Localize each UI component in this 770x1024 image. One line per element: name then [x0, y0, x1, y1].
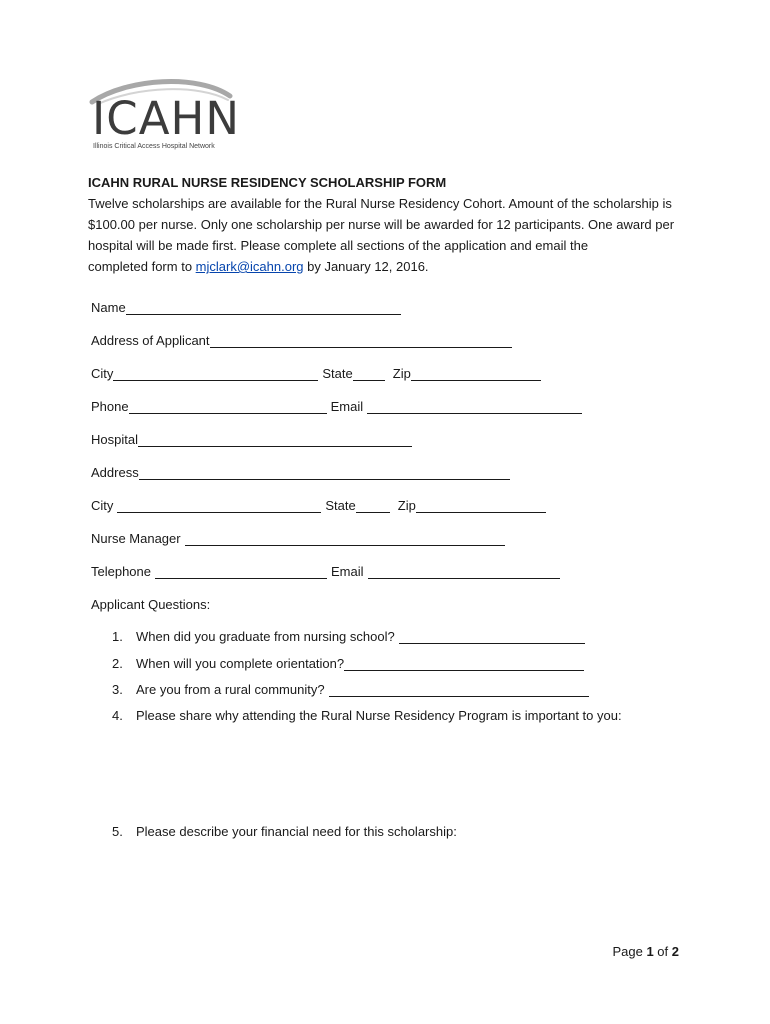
city-label: City	[91, 366, 114, 381]
intro-line	[88, 256, 678, 277]
question-item	[112, 705, 622, 723]
telephone-email-row	[91, 561, 560, 579]
address-applicant-label: Address of Applicant	[91, 333, 210, 348]
question-item	[112, 653, 584, 671]
intro-paragraph	[88, 193, 678, 277]
city-field[interactable]	[113, 367, 318, 381]
zip-label: Zip	[397, 498, 416, 513]
name-field[interactable]	[126, 301, 401, 315]
email-field[interactable]	[367, 400, 582, 414]
zip-field-2[interactable]	[416, 499, 546, 513]
form-title: ICAHN RURAL NURSE RESIDENCY SCHOLARSHIP FORM	[88, 175, 447, 190]
state-label: State	[325, 498, 356, 513]
state-field-2[interactable]	[356, 499, 390, 513]
intro-suffix: by January 12, 2016.	[303, 259, 429, 274]
logo-wordmark: ICAHN	[92, 92, 240, 145]
nurse-manager-label: Nurse Manager	[91, 531, 181, 546]
address-applicant-field[interactable]	[210, 334, 512, 348]
question-number: 5.	[112, 824, 123, 839]
telephone-field[interactable]	[155, 565, 327, 579]
page-number	[612, 944, 679, 959]
page-word: Page	[612, 944, 643, 959]
answer-field[interactable]	[344, 657, 584, 671]
city-label: City	[91, 498, 114, 513]
state-label: State	[322, 366, 353, 381]
question-text: Please describe your financial need for this scholarship:	[136, 824, 457, 839]
phone-field[interactable]	[129, 400, 327, 414]
answer-field[interactable]	[329, 683, 589, 697]
question-text: When will you complete orientation?	[136, 656, 345, 671]
hospital-label: Hospital	[91, 432, 138, 447]
questions-heading: Applicant Questions:	[91, 597, 211, 612]
zip-field[interactable]	[411, 367, 541, 381]
intro-line: hospital will be made first. Please complete all sections of the application and email the	[88, 238, 589, 253]
of-word: of	[657, 944, 669, 959]
current-page: 1	[646, 944, 654, 959]
answer-area-5[interactable]	[136, 843, 656, 933]
question-number: 3.	[112, 682, 123, 697]
email-link[interactable]: mjclark@icahn.org	[195, 259, 304, 274]
intro-line: Twelve scholarships are available for the Rural Nurse Residency Cohort. Amount of the scholarship is	[88, 196, 672, 211]
address-applicant-row	[91, 330, 512, 348]
phone-email-row	[91, 396, 582, 414]
question-text: Are you from a rural community?	[136, 682, 325, 697]
question-text: When did you graduate from nursing school?	[136, 629, 395, 644]
answer-field[interactable]	[399, 630, 585, 644]
city-field-2[interactable]	[117, 499, 321, 513]
icahn-logo	[88, 76, 238, 156]
name-label: Name	[91, 300, 126, 315]
question-text: Please share why attending the Rural Nurse Residency Program is important to you:	[136, 708, 622, 723]
nurse-manager-field[interactable]	[185, 532, 505, 546]
address-label: Address	[91, 465, 139, 480]
question-number: 2.	[112, 656, 123, 671]
question-number: 1.	[112, 629, 123, 644]
nurse-manager-row	[91, 528, 505, 546]
question-number: 4.	[112, 708, 123, 723]
city-state-zip-row	[91, 363, 541, 381]
city-state-zip-row-2	[91, 495, 546, 513]
total-pages: 2	[671, 944, 679, 959]
intro-prefix: completed form to	[88, 259, 196, 274]
zip-label: Zip	[392, 366, 411, 381]
email-field-2[interactable]	[368, 565, 560, 579]
address-field[interactable]	[139, 466, 510, 480]
name-row	[91, 297, 401, 315]
intro-line: $100.00 per nurse. Only one scholarship per nurse will be awarded for 12 participants. One award per	[88, 217, 675, 232]
question-item	[112, 626, 585, 644]
phone-label: Phone	[91, 399, 129, 414]
question-item	[112, 821, 457, 839]
hospital-field[interactable]	[138, 433, 412, 447]
answer-area-4[interactable]	[136, 727, 656, 817]
question-item	[112, 679, 589, 697]
logo-tagline: Illinois Critical Access Hospital Network	[93, 143, 215, 150]
hospital-row	[91, 429, 412, 447]
state-field[interactable]	[353, 367, 385, 381]
telephone-label: Telephone	[91, 564, 151, 579]
address-row	[91, 462, 510, 480]
email-label: Email	[331, 564, 364, 579]
email-label: Email	[330, 399, 364, 414]
